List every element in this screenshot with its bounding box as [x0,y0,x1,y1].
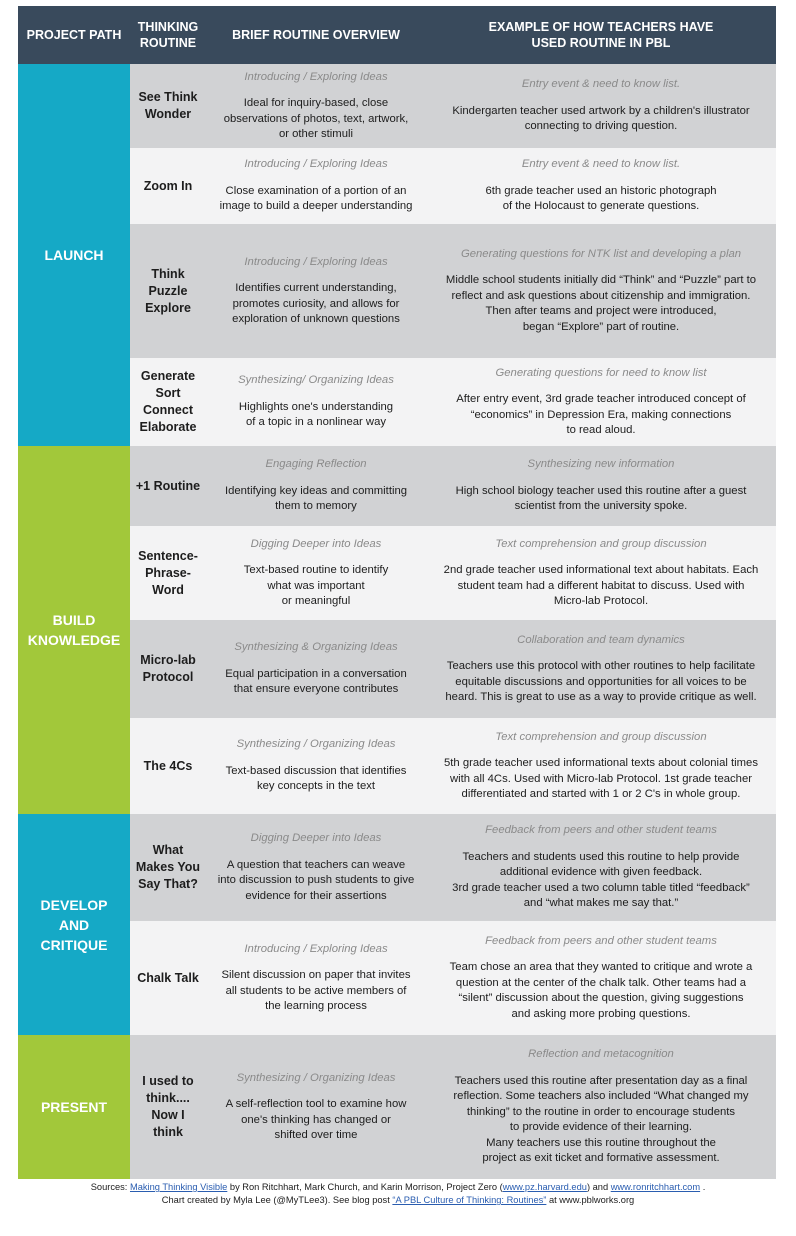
example-tag: Feedback from peers and other student teams [485,934,717,947]
phase-present: PRESENT [18,1035,130,1179]
example-tag: Entry event & need to know list. [521,158,681,171]
example-tag: Synthesizing new information [527,458,675,471]
example-cell [426,358,776,446]
overview-cell [206,64,426,148]
example-text: Teachers used this routine after presentation day as a final reflection. Some teachers also included “What changed my thinking” to the routine in order to encourage students to provide evidence of their learning. Many teachers use this routine throughout the project as exit ticket and formative assessment. [453,1074,749,1165]
routine-name: Generate Sort Connect Elaborate [139,369,197,434]
overview-cell [206,358,426,446]
routine-overview: Highlights one's understanding of a topic in a nonlinear way [238,400,394,429]
routine-name: +1 Routine [135,478,201,493]
example-cell [426,620,776,718]
phase-launch: LAUNCH [18,64,130,446]
example-text: Teachers and students used this routine to help provide additional evidence with given feedback. 3rd grade teacher used a two column table titled “feedback” and “what makes me say that.” [452,850,750,910]
table-row [130,814,776,921]
example-tag: Collaboration and team dynamics [517,633,685,646]
overview-cell [206,526,426,620]
overview-cell [206,718,426,814]
header-example: EXAMPLE OF HOW TEACHERS HAVE USED ROUTINE IN PBL [488,20,714,50]
table-row [130,446,776,526]
example-text: Team chose an area that they wanted to critique and wrote a question at the center of the chalk talk. Other teams had a “silent” discussion about the question, giving suggestions and asking more probing questions. [449,961,753,1020]
routine-category: Synthesizing / Organizing Ideas [236,738,396,751]
routine-category: Introducing / Exploring Ideas [244,70,388,83]
example-tag: Generating questions for NTK list and developing a plan [460,247,742,260]
example-text: Kindergarten teacher used artwork by a children's illustrator connecting to driving question. [452,104,750,133]
routine-category: Introducing / Exploring Ideas [244,158,388,171]
pz-link[interactable]: www.pz.harvard.edu [502,1182,587,1192]
table-row [130,718,776,814]
phase-develop-and-critique: DEVELOP AND CRITIQUE [18,814,130,1035]
example-text: Teachers use this protocol with other routines to help facilitate equitable discussions and opportunities for all voices to be heard. This is great to use as a way to provide critique as well. [445,660,757,703]
routine-category: Engaging Reflection [265,458,367,471]
credit-text: Chart created by Myla Lee (@MyTLee3). See blog post [161,1195,393,1205]
example-cell [426,1035,776,1179]
routine-category: Introducing / Exploring Ideas [244,942,388,955]
example-text: 2nd grade teacher used informational text about habitats. Each student team had a different habitat to discuss. Used with Micro-lab Protocol. [443,564,759,607]
table-row [130,526,776,620]
example-text: 6th grade teacher used an historic photograph of the Holocaust to generate questions. [485,184,717,213]
routine-name: Micro-lab Protocol [140,653,196,684]
routine-name: See Think Wonder [138,90,198,121]
routine-overview: Equal participation in a conversation that ensure everyone contributes [225,667,407,696]
routine-name: Sentence- Phrase- Word [138,548,198,597]
example-cell [426,921,776,1035]
sources-text: by Ron Ritchhart, Mark Church, and Karin Morrison, Project Zero ( [227,1182,503,1192]
sources-label: Sources: [90,1182,130,1192]
example-tag: Feedback from peers and other student teams [485,824,717,837]
routine-overview: A self-reflection tool to examine how one's thinking has changed or shifted over time [225,1098,407,1141]
routine-name: Think Puzzle Explore [145,266,191,315]
example-cell [426,718,776,814]
routine-name: I used to think.... Now I think [142,1074,194,1139]
example-cell [426,224,776,358]
footer [0,1181,796,1207]
example-text: After entry event, 3rd grade teacher introduced concept of “economics” in Depression Era, making connections to read aloud. [456,393,746,436]
overview-cell [206,446,426,526]
routine-name: Chalk Talk [137,970,199,985]
example-tag: Entry event & need to know list. [521,78,681,91]
example-cell [426,526,776,620]
credit-line [0,1194,796,1207]
routine-overview: A question that teachers can weave into discussion to push students to give evidence for their assertions [217,858,415,902]
example-cell [426,446,776,526]
overview-cell [206,620,426,718]
blog-link[interactable]: “A PBL Culture of Thinking: Routines” [392,1195,547,1205]
example-tag: Reflection and metacognition [528,1048,674,1061]
example-text: Middle school students initially did “Think” and “Puzzle” part to reflect and ask questions about citizenship and immigration. Then after teams and project were introduced, began “Explore” part of routine. [445,274,757,333]
example-tag: Generating questions for need to know list [495,366,707,379]
credit-suffix: at www.pblworks.org [546,1195,635,1205]
table-row [130,148,776,224]
example-tag: Text comprehension and group discussion [495,537,707,550]
routine-overview: Text-based routine to identify what was important or meaningful [243,564,389,607]
header-brief-overview: BRIEF ROUTINE OVERVIEW [232,28,400,42]
routine-overview: Close examination of a portion of an image to build a deeper understanding [219,184,413,213]
routine-name: Zoom In [143,178,193,193]
routine-name: The 4Cs [143,758,193,773]
table-row [130,620,776,718]
phase-build-knowledge: BUILD KNOWLEDGE [18,446,130,814]
sources-period: . [700,1182,706,1192]
header-project-path: PROJECT PATH [26,28,122,42]
routine-category: Synthesizing/ Organizing Ideas [238,374,394,387]
routine-overview: Identifies current understanding, promotes curiosity, and allows for exploration of unknown questions [232,282,400,325]
example-tag: Text comprehension and group discussion [495,730,707,743]
routine-overview: Silent discussion on paper that invites all students to be active members of the learning process [221,969,411,1012]
table-row [130,1035,776,1179]
routine-category: Synthesizing / Organizing Ideas [236,1071,396,1084]
overview-cell [206,814,426,921]
overview-cell [206,224,426,358]
example-cell [426,148,776,224]
example-text: 5th grade teacher used informational texts about colonial times with all 4Cs. Used with Micro-lab Protocol. 1st grade teacher differentiated and started with 1 or 2 C's in whole group. [444,757,758,800]
ronritchhart-link[interactable]: www.ronritchhart.com [610,1182,701,1192]
sources-line [0,1181,796,1194]
table-row [130,358,776,446]
table-row [130,224,776,358]
routine-name: What Makes You Say That? [135,843,201,891]
overview-cell [206,921,426,1035]
sources-and: ) and [586,1182,611,1192]
overview-cell [206,148,426,224]
routine-overview: Text-based discussion that identifies key concepts in the text [225,764,407,793]
routine-category: Introducing / Exploring Ideas [244,255,388,268]
overview-cell [206,1035,426,1179]
example-cell [426,814,776,921]
table-row [130,921,776,1035]
header-thinking-routine: THINKING ROUTINE [137,20,199,50]
example-text: High school biology teacher used this routine after a guest scientist from the university spoke. [455,484,747,513]
book-link[interactable]: Making Thinking Visible [129,1182,228,1192]
routine-category: Digging Deeper into Ideas [250,537,382,550]
routine-category: Synthesizing & Organizing Ideas [234,641,398,654]
routine-overview: Ideal for inquiry-based, close observations of photos, text, artwork, or other stimuli [223,97,409,140]
table-row [130,64,776,148]
table-header [18,6,776,64]
routine-overview: Identifying key ideas and committing them to memory [224,484,408,513]
routine-category: Digging Deeper into Ideas [250,832,382,844]
example-cell [426,64,776,148]
